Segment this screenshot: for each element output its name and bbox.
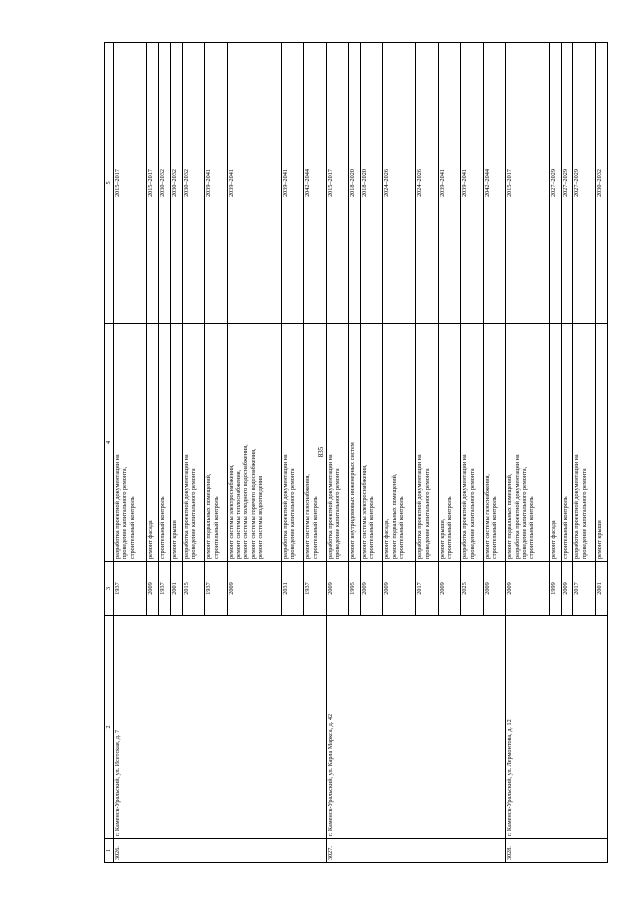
table-body [105,43,608,863]
table-row [114,43,147,863]
year-cell: 2031 [281,562,303,616]
work-line: проведение капитального ремонта [580,468,588,559]
work-line: разработка проектной документации на [416,454,424,559]
work-line: разработка проектной документации на [114,454,121,559]
work-type-cell [438,324,460,562]
year-cell: 2009 [227,562,281,616]
work-type-cell [506,324,549,562]
year-cell: 2017 [573,562,595,616]
year-cell: 2009 [561,562,573,616]
period-cell: 2018–2020 [360,43,382,324]
period-cell: 2039–2041 [438,43,460,324]
work-line: ремонт подвальных помещений, [205,473,213,559]
work-line: ремонт системы газоснабжения, [304,474,312,559]
table-row [506,43,549,863]
work-line: строительный контроль [446,496,454,559]
work-line: проведение капитального ремонта [468,468,476,559]
work-type-cell [304,324,326,562]
year-cell: 2025 [461,562,483,616]
period-cell: 2024–2026 [383,43,416,324]
work-line: строительный контроль [528,496,536,559]
work-type-cell [146,324,158,562]
work-line: ремонт системы электроснабжения, [360,464,368,559]
work-type-cell [158,324,170,562]
year-cell: 2009 [146,562,158,616]
period-cell: 2039–2041 [281,43,303,324]
work-line: ремонт фасада [146,520,154,559]
work-line: ремонт системы горячего водоснабжения, [249,448,257,559]
work-line: ремонт внутридомовых инженерных систем [349,442,356,559]
work-line: ремонт фасада [549,520,557,559]
period-cell: 2027–2029 [549,43,561,324]
rotated-table-container [104,43,608,863]
work-type-cell [349,324,361,562]
work-type-cell [573,324,595,562]
work-type-cell [461,324,483,562]
work-line: ремонт крыши [170,520,178,559]
period-cell: 2015–2017 [114,43,147,324]
work-type-cell [549,324,561,562]
period-cell: 2042–2044 [304,43,326,324]
work-type-cell [281,324,303,562]
period-cell: 2018–2020 [349,43,361,324]
year-cell: 2009 [506,562,549,616]
period-cell: 2039–2041 [227,43,281,324]
year-cell: 2015 [182,562,204,616]
work-line: строительный контроль [128,496,136,559]
period-cell: 2024–2026 [416,43,438,324]
work-line: ремонт подвальных помещений, [390,473,398,559]
year-cell: 1999 [549,562,561,616]
period-cell: 2015–2017 [506,43,549,324]
year-cell: 2001 [170,562,182,616]
year-cell: 2009 [326,562,348,616]
work-type-cell [360,324,382,562]
work-type-cell [483,324,505,562]
period-cell: 2039–2041 [461,43,483,324]
work-line: разработка проектной документации на [182,454,190,559]
work-line: ремонт системы газоснабжения, [483,474,491,559]
period-cell: 2039–2041 [205,43,227,324]
work-type-cell [170,324,182,562]
work-type-cell [114,324,147,562]
year-cell: 2001 [595,562,607,616]
building-address: г. Каменск-Уральский, ул. Карла Маркса, д. 42 [326,616,506,839]
work-line: ремонт системы холодного водоснабжения, [242,444,250,559]
period-cell: 2030–2032 [158,43,170,324]
work-line: строительный контроль [212,496,220,559]
period-cell: 2030–2032 [170,43,182,324]
page-number: 835 [317,446,325,458]
header-cell-1: 1 [105,839,114,863]
work-type-cell [561,324,573,562]
work-line: ремонт системы теплоснабжения, [235,469,243,559]
work-line: разработка проектной документации на [326,454,334,559]
period-cell: 2030–2032 [182,43,204,324]
work-type-cell [326,324,348,562]
period-cell: 2027–2029 [573,43,595,324]
year-cell: 2009 [360,562,382,616]
header-cell-4: 4 [105,324,114,562]
header-cell-2: 2 [105,616,114,839]
work-line: разработка проектной документации на [461,454,469,559]
repair-schedule-table [104,42,608,863]
work-line: проведение капитального ремонта [289,468,297,559]
building-address: г. Каменск-Уральский, ул. Лермонтова, д. 12 [506,616,608,839]
period-cell: 2015–2017 [146,43,158,324]
record-number: 3027. [326,839,506,863]
period-cell: 2030–2032 [595,43,607,324]
work-line: ремонт подвальных помещений, [506,473,514,559]
work-type-cell [205,324,227,562]
year-cell: 1937 [158,562,170,616]
header-row [105,43,114,863]
work-line: разработка проектной документации на [281,454,289,559]
year-cell: 2009 [483,562,505,616]
work-line: ремонт фасада, [383,518,391,559]
period-cell: 2042–2044 [483,43,505,324]
year-cell: 1995 [349,562,361,616]
year-cell: 2017 [416,562,438,616]
header-cell-5: 5 [105,43,114,324]
work-line: строительный контроль [398,496,406,559]
work-line: проведение капитального ремонта [423,468,431,559]
work-type-cell [416,324,438,562]
period-cell: 2027–2029 [561,43,573,324]
record-number: 3028. [506,839,608,863]
period-cell: 2015–2017 [326,43,348,324]
work-line: проведение капитального ремонта [190,468,198,559]
work-line: разработка проектной документации на [513,454,521,559]
work-line: разработка проектной документации на [573,454,581,559]
header-cell-3: 3 [105,562,114,616]
table-row [326,43,348,863]
work-line: ремонт крыши [595,520,603,559]
work-line: ремонт системы водоотведения [257,476,265,559]
work-line: проведение капитального ремонта [333,468,341,559]
record-number: 3026. [114,839,327,863]
work-line: проведение капитального ремонта, [520,466,528,559]
work-line: ремонт системы электроснабжения, [227,464,235,559]
work-line: строительный контроль [491,496,499,559]
year-cell: 1937 [304,562,326,616]
work-line: ремонт крыши, [438,518,446,559]
year-cell: 1937 [205,562,227,616]
year-cell: 2009 [383,562,416,616]
work-line: строительный контроль [311,496,319,559]
building-address: г. Каменск-Уральский, ул. Исетская, д. 7 [114,616,327,839]
work-type-cell [595,324,607,562]
work-line: строительный контроль [561,496,569,559]
work-line: строительный контроль [158,496,166,559]
year-cell: 1937 [114,562,147,616]
work-line: проведение капитального ремонта, [121,466,129,559]
work-type-cell [383,324,416,562]
year-cell: 2009 [438,562,460,616]
work-type-cell [182,324,204,562]
work-line: строительный контроль [368,496,376,559]
work-type-cell [227,324,281,562]
